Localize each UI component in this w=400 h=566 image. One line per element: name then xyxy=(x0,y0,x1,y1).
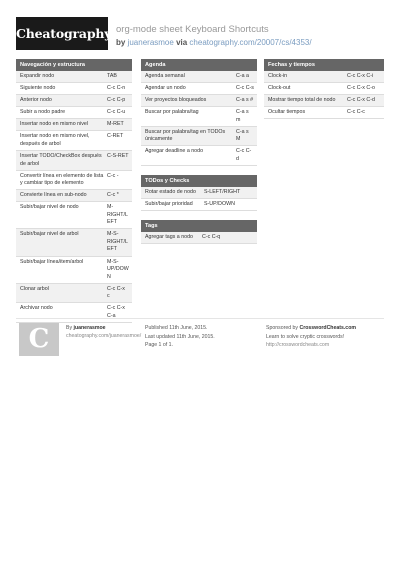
section-title: Agenda xyxy=(141,59,257,71)
shortcut-row xyxy=(141,71,257,83)
footer-author-name[interactable]: juanerasmoe xyxy=(73,325,106,331)
sponsor-text: Learn to solve cryptic crosswords! xyxy=(266,333,345,340)
section-rows xyxy=(16,71,132,323)
shortcut-row xyxy=(264,95,384,107)
shortcut-description: Clock-out xyxy=(268,85,291,92)
shortcut-description: Agregar tags a nodo xyxy=(145,234,194,241)
shortcut-row xyxy=(16,131,132,151)
updated-date: Last updated 11th June, 2015. xyxy=(145,333,215,340)
sponsor-prefix: Sponsored by xyxy=(266,325,299,331)
shortcut-keys: C-c * xyxy=(107,192,119,199)
shortcut-description: Archivar nodo xyxy=(20,305,53,312)
shortcut-keys: C-c C-d xyxy=(236,148,252,162)
page-title: org-mode sheet Keyboard Shortcuts xyxy=(116,24,269,35)
shortcut-row xyxy=(141,127,257,147)
section-rows xyxy=(264,71,384,119)
shortcut-description: Subir a nodo padre xyxy=(20,109,66,116)
shortcut-row xyxy=(264,71,384,83)
footer-author-url[interactable]: cheatography.com/juanerasmoe/ xyxy=(66,333,142,339)
shortcut-row xyxy=(16,95,132,107)
shortcut-description: Mostrar tiempo total de nodo xyxy=(268,97,336,104)
shortcut-keys: S-LEFT/RIGHT xyxy=(204,189,241,196)
section-title: TODos y Checks xyxy=(141,175,257,187)
sponsor-link[interactable]: CrosswordCheats.com xyxy=(299,325,356,331)
shortcut-keys: C-c C-c xyxy=(347,109,365,116)
published-date: Published 11th June, 2015. xyxy=(145,325,208,331)
shortcut-keys: M-S-UP/DOWN xyxy=(107,258,129,280)
shortcut-keys: C-c C-x C-d xyxy=(347,97,375,104)
shortcut-row xyxy=(16,119,132,131)
shortcut-row xyxy=(141,232,257,244)
shortcut-row xyxy=(16,83,132,95)
shortcut-row xyxy=(16,71,132,83)
shortcut-keys: C-c C-q xyxy=(202,234,221,241)
shortcut-row xyxy=(16,284,132,304)
shortcut-description: Subir/bajar nivel de nodo xyxy=(20,204,79,211)
author-link[interactable]: juanerasmoe xyxy=(127,38,174,47)
shortcut-row xyxy=(141,107,257,127)
shortcut-row xyxy=(141,95,257,107)
shortcut-keys: C-c C-x C-a xyxy=(107,305,125,319)
shortcut-row xyxy=(16,190,132,202)
shortcut-keys: C-c C-s xyxy=(236,85,254,92)
shortcut-description: Clonar arbol xyxy=(20,285,49,292)
shortcut-row xyxy=(141,199,257,211)
shortcut-keys: C-a s m xyxy=(236,109,249,123)
shortcut-description: Agenda semanal xyxy=(145,73,185,79)
section-todos xyxy=(141,175,257,211)
shortcut-description: Convierte línea en sub-nodo xyxy=(20,192,87,199)
shortcut-description: Agendar un nodo xyxy=(145,85,186,92)
column-2 xyxy=(141,59,257,253)
shortcut-row xyxy=(16,257,132,284)
shortcut-keys: C-c C-u xyxy=(107,109,126,116)
shortcut-keys: C-a s # xyxy=(236,97,254,104)
shortcut-description: Buscar por palabra/tag en TODOs únicamente xyxy=(145,128,226,143)
shortcut-description: Rotar estado de nodo xyxy=(145,189,196,196)
shortcut-keys: M-RET xyxy=(107,121,124,128)
column-3 xyxy=(264,59,384,128)
shortcut-row xyxy=(264,83,384,95)
shortcut-row xyxy=(16,202,132,229)
section-rows xyxy=(141,187,257,211)
section-rows xyxy=(141,71,257,166)
section-title: Fechas y tiempos xyxy=(264,59,384,71)
shortcut-description: Insertar nodo en mismo nivel, después de arbol xyxy=(20,133,90,147)
shortcut-keys: C-RET xyxy=(107,133,124,140)
shortcut-description: Insertar TODO/CheckBox después de arbol xyxy=(20,153,102,167)
footer xyxy=(16,318,384,354)
cheatography-logo[interactable]: Cheatography xyxy=(16,17,108,50)
section-agenda xyxy=(141,59,257,166)
shortcut-row xyxy=(16,151,132,171)
page-number: Page 1 of 1. xyxy=(145,342,173,348)
shortcut-description: Insertar nodo en mismo nivel xyxy=(20,121,89,128)
shortcut-keys: M-RIGHT/LEFT xyxy=(107,204,128,226)
shortcut-keys: C-c C-n xyxy=(107,85,126,92)
shortcut-row xyxy=(141,187,257,199)
shortcut-description: Subir/bajar prioridad xyxy=(145,201,193,208)
shortcut-keys: C-S-RET xyxy=(107,153,129,160)
shortcut-description: Ver proyectos bloqueados xyxy=(145,97,207,104)
shortcut-row xyxy=(16,171,132,191)
shortcut-keys: C-c - xyxy=(107,172,119,179)
sheet-url-link[interactable]: cheatography.com/20007/cs/4353/ xyxy=(189,38,312,47)
author-avatar[interactable]: C xyxy=(19,323,59,356)
shortcut-row xyxy=(16,229,132,256)
section-rows xyxy=(141,232,257,244)
shortcut-description: Anterior nodo xyxy=(20,97,52,104)
shortcut-description: Siguiente nodo xyxy=(20,85,56,92)
shortcut-row xyxy=(264,107,384,119)
shortcut-row xyxy=(16,107,132,119)
shortcut-keys: C-c C-x C-i xyxy=(347,73,374,79)
shortcut-description: Buscar por palabra/tag xyxy=(145,109,199,116)
shortcut-keys: S-UP/DOWN xyxy=(204,201,235,208)
sponsor-url[interactable]: http://crosswordcheats.com xyxy=(266,342,330,348)
shortcut-description: Subir/bajar línea/item/arbol xyxy=(20,258,84,265)
footer-author xyxy=(66,324,141,340)
shortcut-keys: C-a s M xyxy=(236,128,249,143)
shortcut-keys: C-c C-p xyxy=(107,97,126,104)
section-navegacion xyxy=(16,59,132,323)
byline xyxy=(116,38,312,47)
shortcut-row xyxy=(141,146,257,166)
footer-by: By xyxy=(66,325,73,331)
section-title: Tags xyxy=(141,220,257,232)
shortcut-keys: C-a a xyxy=(236,73,249,79)
shortcut-keys: TAB xyxy=(107,73,117,79)
section-title: Navegación y estructura xyxy=(16,59,132,71)
footer-sponsor xyxy=(266,324,356,350)
shortcut-keys: M-S-RIGHT/LEFT xyxy=(107,231,128,253)
section-fechas xyxy=(264,59,384,119)
section-tags xyxy=(141,220,257,244)
shortcut-description: Ocultar tiempos xyxy=(268,109,306,116)
shortcut-keys: C-c C-x C-o xyxy=(347,85,375,92)
byline-via: via xyxy=(176,38,188,47)
byline-by: by xyxy=(116,38,126,47)
column-1 xyxy=(16,59,132,332)
footer-publication xyxy=(145,324,215,350)
shortcut-description: Convertir línea en elemento de lista y cambiar tipo de elemento xyxy=(20,172,104,187)
shortcut-description: Agregar deadline a nodo xyxy=(145,148,204,155)
shortcut-keys: C-c C-x c xyxy=(107,285,125,300)
shortcut-description: Expandir nodo xyxy=(20,73,55,79)
shortcut-row xyxy=(141,83,257,95)
shortcut-description: Subir/bajar nivel de arbol xyxy=(20,231,79,238)
shortcut-description: Clock-in xyxy=(268,73,288,79)
